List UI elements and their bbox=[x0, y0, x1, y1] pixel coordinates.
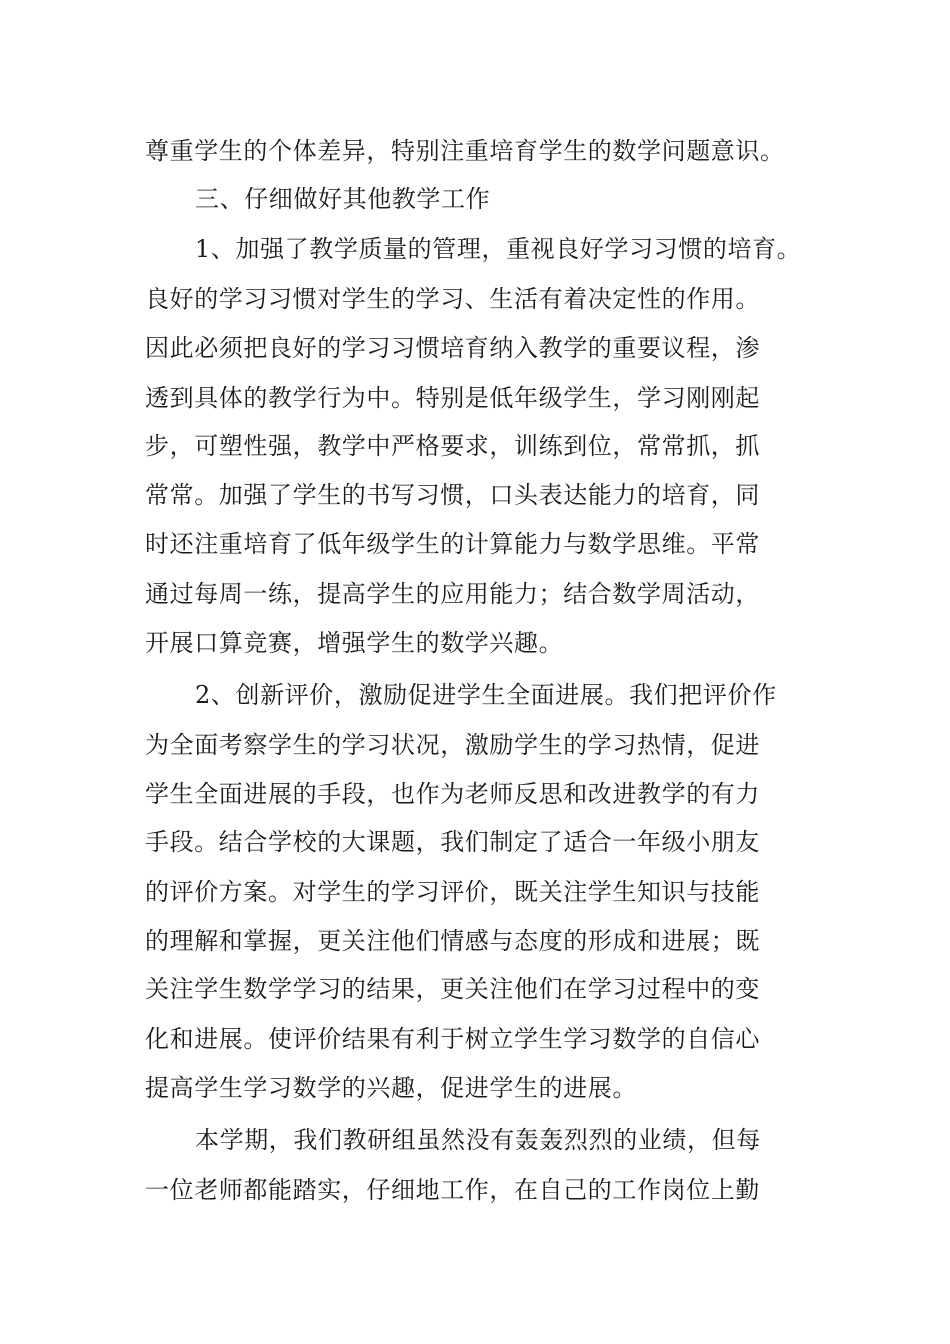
text-line: 化和进展。使评价结果有利于树立学生学习数学的自信心 bbox=[145, 1025, 760, 1053]
text-line: 的评价方案。对学生的学习评价，既关注学生知识与技能 bbox=[145, 878, 760, 906]
text-line: 提高学生学习数学的兴趣，促进学生的进展。 bbox=[145, 1074, 637, 1102]
text-line: 1、加强了教学质量的管理，重视良好学习习惯的培育。 bbox=[195, 235, 802, 263]
text-line: 因此必须把良好的学习习惯培育纳入教学的重要议程，渗 bbox=[145, 334, 760, 362]
text-line: 一位老师都能踏实，仔细地工作，在自己的工作岗位上勤 bbox=[145, 1176, 760, 1204]
text-line: 学生全面进展的手段，也作为老师反思和改进教学的有力 bbox=[145, 780, 760, 808]
text-line: 2、创新评价，激励促进学生全面进展。我们把评价作 bbox=[195, 681, 777, 709]
text-line: 本学期，我们教研组虽然没有轰轰烈烈的业绩，但每 bbox=[195, 1126, 761, 1154]
text-line: 良好的学习习惯对学生的学习、生活有着决定性的作用。 bbox=[145, 285, 760, 313]
text-line: 手段。结合学校的大课题，我们制定了适合一年级小朋友 bbox=[145, 828, 760, 856]
text-line: 为全面考察学生的学习状况，激励学生的学习热情，促进 bbox=[145, 731, 760, 759]
text-line: 通过每周一练，提高学生的应用能力；结合数学周活动， bbox=[145, 580, 760, 608]
text-line: 的理解和掌握，更关注他们情感与态度的形成和进展；既 bbox=[145, 927, 760, 955]
text-line: 关注学生数学学习的结果，更关注他们在学习过程中的变 bbox=[145, 975, 760, 1003]
text-line: 步，可塑性强，教学中严格要求，训练到位，常常抓，抓 bbox=[145, 432, 760, 460]
text-line: 常常。加强了学生的书写习惯，口头表达能力的培育，同 bbox=[145, 481, 760, 509]
text-line: 尊重学生的个体差异，特别注重培育学生的数学问题意识。 bbox=[145, 137, 785, 165]
section-heading: 三、仔细做好其他教学工作 bbox=[195, 185, 491, 213]
text-line: 开展口算竞赛，增强学生的数学兴趣。 bbox=[145, 629, 564, 657]
text-line: 透到具体的教学行为中。特别是低年级学生，学习刚刚起 bbox=[145, 384, 760, 412]
text-line: 时还注重培育了低年级学生的计算能力与数学思维。平常 bbox=[145, 530, 760, 558]
